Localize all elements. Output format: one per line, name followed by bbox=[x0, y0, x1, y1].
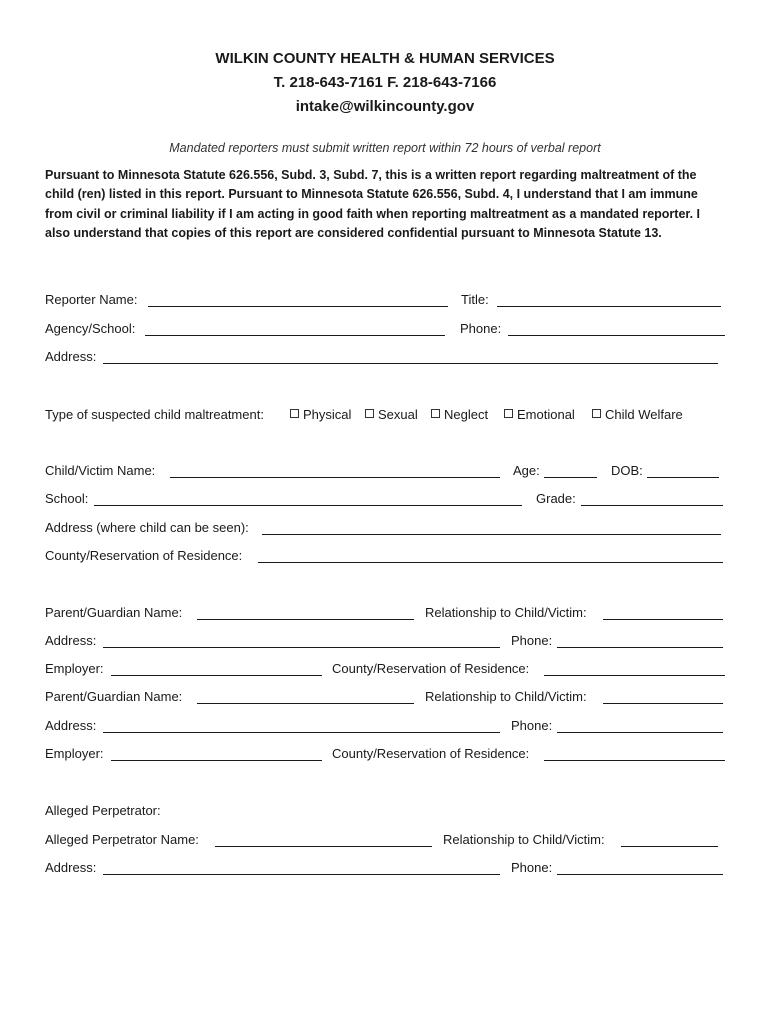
guardian1-employer-field[interactable] bbox=[111, 675, 322, 676]
child-dob-label: DOB: bbox=[611, 463, 643, 478]
guardian2-phone-field[interactable] bbox=[557, 732, 723, 733]
guardian2-address-field[interactable] bbox=[103, 732, 500, 733]
reporter-title-field[interactable] bbox=[497, 306, 721, 307]
child-name-field[interactable] bbox=[170, 477, 500, 478]
perpetrator-section-label: Alleged Perpetrator: bbox=[45, 803, 161, 818]
guardian2-name-field[interactable] bbox=[197, 703, 414, 704]
guardian2-county-label: County/Reservation of Residence: bbox=[332, 746, 530, 761]
guardian1-address-field[interactable] bbox=[103, 647, 500, 648]
guardian1-county-field[interactable] bbox=[544, 675, 725, 676]
reporter-phone-field[interactable] bbox=[508, 335, 725, 336]
reporter-name-field[interactable] bbox=[148, 306, 448, 307]
perpetrator-address-field[interactable] bbox=[103, 874, 500, 875]
guardian1-employer-label: Employer: bbox=[45, 661, 104, 676]
guardian1-county-label: County/Reservation of Residence: bbox=[332, 661, 530, 676]
child-grade-field[interactable] bbox=[581, 505, 723, 506]
checkbox-icon[interactable] bbox=[431, 409, 440, 418]
child-age-field[interactable] bbox=[544, 477, 597, 478]
reporter-address-label: Address: bbox=[45, 349, 97, 364]
maltreatment-neglect-option[interactable]: Neglect bbox=[431, 407, 488, 423]
maltreatment-emotional-option[interactable]: Emotional bbox=[504, 407, 575, 423]
agency-phones: T. 218-643-7161 F. 218-643-7166 bbox=[273, 74, 497, 91]
reporter-agency-label: Agency/School: bbox=[45, 321, 136, 336]
perpetrator-name-field[interactable] bbox=[215, 846, 432, 847]
guardian1-phone-label: Phone: bbox=[511, 633, 553, 648]
perpetrator-name-label: Alleged Perpetrator Name: bbox=[45, 832, 199, 847]
reporter-title-label: Title: bbox=[461, 292, 489, 307]
reporter-phone-label: Phone: bbox=[460, 321, 502, 336]
guardian2-name-label: Parent/Guardian Name: bbox=[45, 689, 183, 704]
child-name-label: Child/Victim Name: bbox=[45, 463, 156, 478]
guardian2-relationship-field[interactable] bbox=[603, 703, 723, 704]
legal-statement: Pursuant to Minnesota Statute 626.556, Subd. 3, Subd. 7, this is a written report regarding maltreatment of the child (ren) listed in this report. Pursuant to Minnesota Statute 626.556, Subd. 4, I understand that I am immune from civil or criminal liability if I am acting in good faith when reporting maltreatment as a mandated reporter. I also understand that copies of this report are considered confidential pursuant to Minnesota Statute 13. bbox=[45, 168, 700, 240]
checkbox-icon[interactable] bbox=[290, 409, 299, 418]
perpetrator-phone-label: Phone: bbox=[511, 860, 553, 875]
child-age-label: Age: bbox=[513, 463, 540, 478]
guardian2-address-label: Address: bbox=[45, 718, 97, 733]
child-dob-field[interactable] bbox=[647, 477, 719, 478]
checkbox-icon[interactable] bbox=[592, 409, 601, 418]
guardian2-employer-label: Employer: bbox=[45, 746, 104, 761]
agency-email: intake@wilkincounty.gov bbox=[295, 98, 475, 115]
child-address-field[interactable] bbox=[262, 534, 721, 535]
guardian1-address-label: Address: bbox=[45, 633, 97, 648]
child-county-label: County/Reservation of Residence: bbox=[45, 548, 243, 563]
child-address-label: Address (where child can be seen): bbox=[45, 520, 249, 535]
agency-title: WILKIN COUNTY HEALTH & HUMAN SERVICES bbox=[215, 50, 555, 67]
child-county-field[interactable] bbox=[258, 562, 723, 563]
child-school-label: School: bbox=[45, 491, 89, 506]
child-school-field[interactable] bbox=[94, 505, 522, 506]
reporter-address-field[interactable] bbox=[103, 363, 718, 364]
maltreatment-sexual-option[interactable]: Sexual bbox=[365, 407, 418, 423]
guardian1-relationship-field[interactable] bbox=[603, 619, 723, 620]
reporter-agency-field[interactable] bbox=[145, 335, 445, 336]
perpetrator-relationship-label: Relationship to Child/Victim: bbox=[443, 832, 605, 847]
reporter-name-label: Reporter Name: bbox=[45, 292, 138, 307]
child-grade-label: Grade: bbox=[536, 491, 576, 506]
guardian1-name-label: Parent/Guardian Name: bbox=[45, 605, 183, 620]
guardian1-relationship-label: Relationship to Child/Victim: bbox=[425, 605, 587, 620]
maltreatment-child-welfare-option[interactable]: Child Welfare bbox=[592, 407, 683, 423]
perpetrator-address-label: Address: bbox=[45, 860, 97, 875]
checkbox-icon[interactable] bbox=[365, 409, 374, 418]
guardian2-phone-label: Phone: bbox=[511, 718, 553, 733]
maltreatment-physical-option[interactable]: Physical bbox=[290, 407, 351, 423]
guardian2-relationship-label: Relationship to Child/Victim: bbox=[425, 689, 587, 704]
deadline-note: Mandated reporters must submit written report within 72 hours of verbal report bbox=[169, 141, 601, 155]
guardian2-county-field[interactable] bbox=[544, 760, 725, 761]
checkbox-icon[interactable] bbox=[504, 409, 513, 418]
guardian1-name-field[interactable] bbox=[197, 619, 414, 620]
perpetrator-relationship-field[interactable] bbox=[621, 846, 718, 847]
maltreatment-type-label: Type of suspected child maltreatment: bbox=[45, 407, 264, 422]
guardian1-phone-field[interactable] bbox=[557, 647, 723, 648]
guardian2-employer-field[interactable] bbox=[111, 760, 322, 761]
perpetrator-phone-field[interactable] bbox=[557, 874, 723, 875]
